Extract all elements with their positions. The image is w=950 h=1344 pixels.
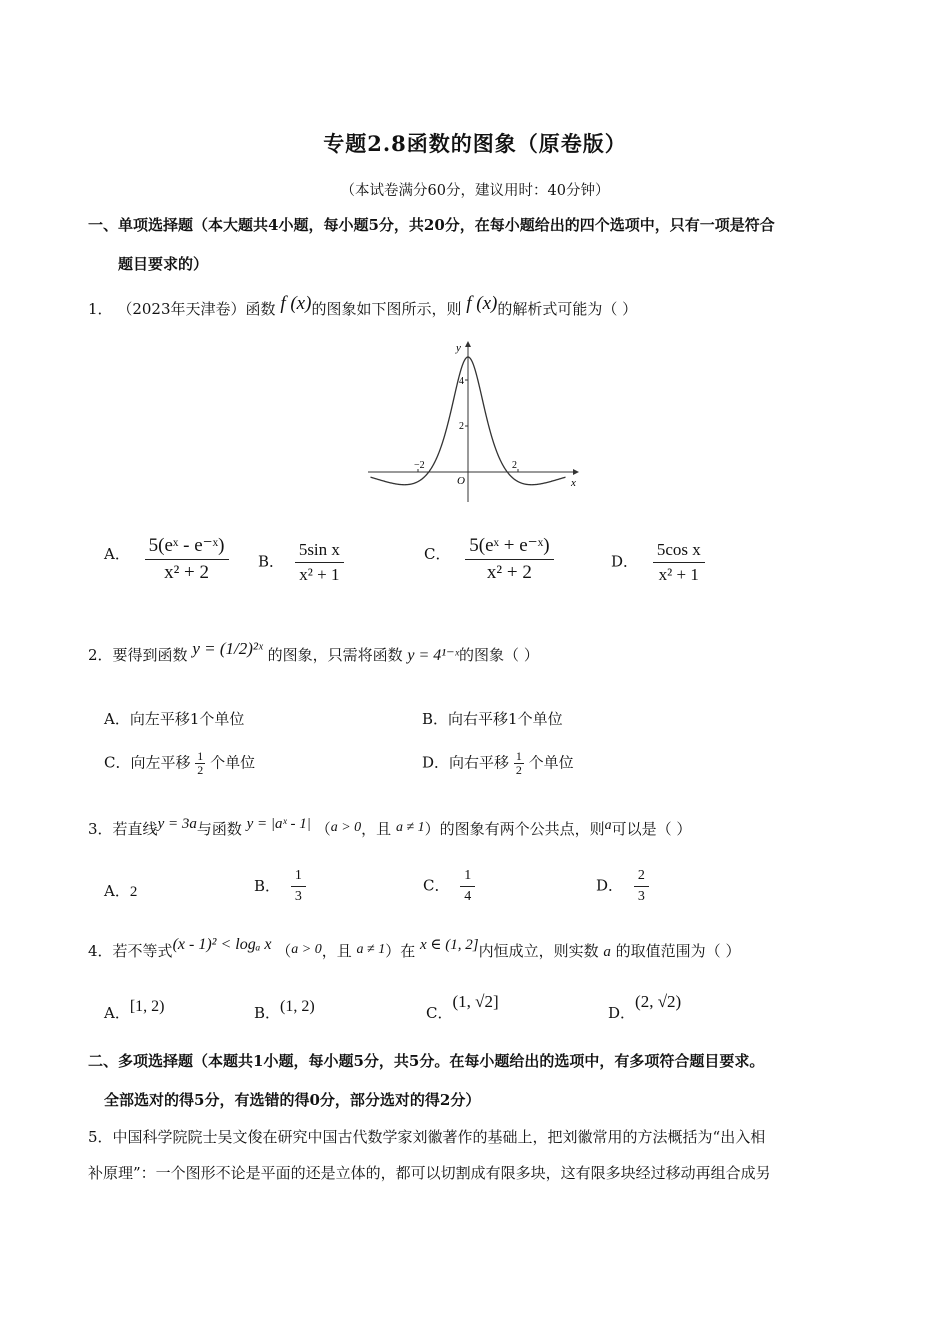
option-c[interactable] [104,750,255,777]
option-value: (1, 2) [280,998,315,1015]
option-label: B． [258,552,285,571]
option-d[interactable] [611,540,705,585]
y-tick-label: 4 [459,376,464,387]
section2-heading: 二、多项选择题（本题共1小题，每小题5分，共5分。在每小题给出的选项中，有多项符合题目要求。 [88,1052,765,1070]
option-label: A． [104,1004,130,1022]
y-tick-label: 2 [459,421,464,432]
option-formula [653,540,705,585]
question-4 [88,936,741,961]
fraction: $\frac{1}{2}$ [515,749,522,777]
option-b[interactable] [258,540,344,585]
option-fraction [460,868,475,905]
section2-heading-cont: 全部选对的得5分，有选错的得0分，部分选对的得2分） [104,1091,481,1109]
math-expression: a > 0 [330,820,362,835]
math-expression: y = 4¹⁻ˣ [407,647,460,664]
question-text: ）在 [385,942,416,960]
section1-heading-cont: 题目要求的） [118,255,209,273]
option-text: 个单位 [528,753,574,772]
question-text: 的图象如下图所示，则 [311,300,462,318]
math-fx: f (x) [280,293,312,314]
option-value: (2, √2) [635,992,682,1011]
option-text: 个单位 [210,753,256,772]
option-b[interactable] [254,998,315,1023]
question-1 [88,293,638,320]
option-text: 向右平移 [449,753,510,772]
option-value: [1, 2) [129,998,165,1015]
option-a[interactable] [104,708,244,729]
question-number: 4． [88,942,113,960]
question-text: 的图象，只需将函数 [267,646,403,664]
question-2 [88,639,539,665]
option-value: 2 [129,884,138,900]
math-variable: a [604,818,612,833]
x-axis-label: x [571,477,576,489]
math-expression: (x - 1)² < logₐ x [172,936,272,953]
denominator: 3 [294,889,302,904]
option-formula [145,534,229,584]
option-c[interactable] [426,992,499,1023]
x-tick-label: −2 [414,460,425,471]
numerator: 5sin x [295,540,344,563]
option-label: D． [611,552,639,571]
option-text: 向右平移1个单位 [448,710,563,728]
math-expression: y = |aˣ - 1| [246,816,311,832]
math-expression: y = 3a [157,816,197,832]
question-text: ，且 [321,942,352,960]
numerator: 2 [634,868,649,887]
question-text: 要得到函数 [112,646,188,664]
question-text: 若不等式 [112,942,173,960]
denominator: x² + 2 [164,562,210,583]
function-graph [364,338,584,510]
y-axis-label: y [456,342,461,354]
option-d[interactable] [596,868,649,905]
option-label: C． [104,753,131,772]
math-variable: a [603,944,611,960]
option-a[interactable] [104,880,137,901]
option-label: B． [422,710,449,728]
math-expression: a ≠ 1 [356,942,386,957]
denominator: x² + 2 [486,562,532,583]
numerator: 5cos x [653,540,705,563]
denominator: 3 [637,889,645,904]
fraction: $\frac{1}{2}$ [197,749,204,777]
option-label: C． [426,1004,453,1022]
option-label: D． [596,876,624,895]
question-5: 5．中国科学院院士吴文俊在研究中国古代数学家刘徽著作的基础上，把刘徽常用的方法概括为“出入相 [88,1128,766,1146]
question-text: 与函数 [196,820,242,838]
denominator: x² + 1 [299,565,340,584]
option-label: B． [254,1004,281,1022]
question-source: （2023年天津卷） [117,300,246,318]
question-text: ，且 [361,820,392,838]
math-expression: a > 0 [291,942,322,957]
option-formula [465,534,553,584]
numerator: 5(eˣ - e⁻ˣ) [145,534,229,560]
numerator: 1 [291,868,306,887]
question-number: 2． [88,646,113,664]
question-text: 内恒成立，则实数 [478,942,599,960]
page-subtitle: （本试卷满分60分，建议用时：40分钟） [340,183,610,199]
option-label: C． [423,876,450,895]
question-5-cont: 补原理”：一个图形不论是平面的还是立体的，都可以切割成有限多块，这有限多块经过移动再组合成另 [88,1164,771,1182]
option-label: B． [254,876,281,895]
option-label: C． [424,545,451,563]
denominator: 4 [464,889,472,904]
question-text: 的解析式可能为（ ） [497,300,638,318]
option-c[interactable] [424,534,554,584]
numerator: 1 [460,868,475,887]
option-b[interactable] [422,708,563,729]
option-label: A． [104,882,130,900]
origin-label: O [457,475,465,487]
x-tick-label: 2 [512,460,517,471]
option-label: D． [422,753,450,772]
option-a[interactable] [104,534,229,584]
question-text: 函数 [245,300,276,318]
math-expression: a ≠ 1 [395,820,425,835]
section1-heading: 一、单项选择题（本大题共4小题，每小题5分，共20分，在每小题给出的四个选项中，只有一项是符合 [88,216,775,234]
math-expression: x ∈ (1, 2] [420,937,479,953]
option-fraction [634,868,649,905]
denominator: x² + 1 [658,565,699,584]
page-title: 专题2.8函数的图象（原卷版） [323,131,627,156]
option-label: A． [104,545,130,563]
question-text: ）的图象有两个公共点，则 [424,820,605,838]
math-expression: y = (1/2)²ˣ [192,639,263,658]
math-fx: f (x) [466,293,498,314]
option-c[interactable] [423,868,475,905]
option-value: (1, √2] [452,992,499,1011]
option-text: 向左平移 [130,753,191,772]
question-text: （ [315,820,331,838]
option-d[interactable] [608,992,682,1023]
numerator: 5(eˣ + e⁻ˣ) [465,534,553,560]
option-b[interactable] [254,868,306,905]
question-text: 的图象（ ） [459,646,539,664]
option-d[interactable] [422,750,574,777]
question-text: 可以是（ ） [611,820,692,838]
option-label: D． [608,1004,636,1022]
option-fraction [291,868,306,905]
option-a[interactable] [104,998,165,1023]
question-number: 3． [88,820,113,838]
question-3 [88,818,691,839]
question-text: 的取值范围为（ ） [615,942,741,960]
option-label: A． [104,710,130,728]
question-text: 若直线 [112,820,158,838]
option-text: 向左平移1个单位 [129,710,245,728]
question-text: （ [276,942,292,960]
option-formula [295,540,344,585]
question-number: 1． [88,300,113,318]
